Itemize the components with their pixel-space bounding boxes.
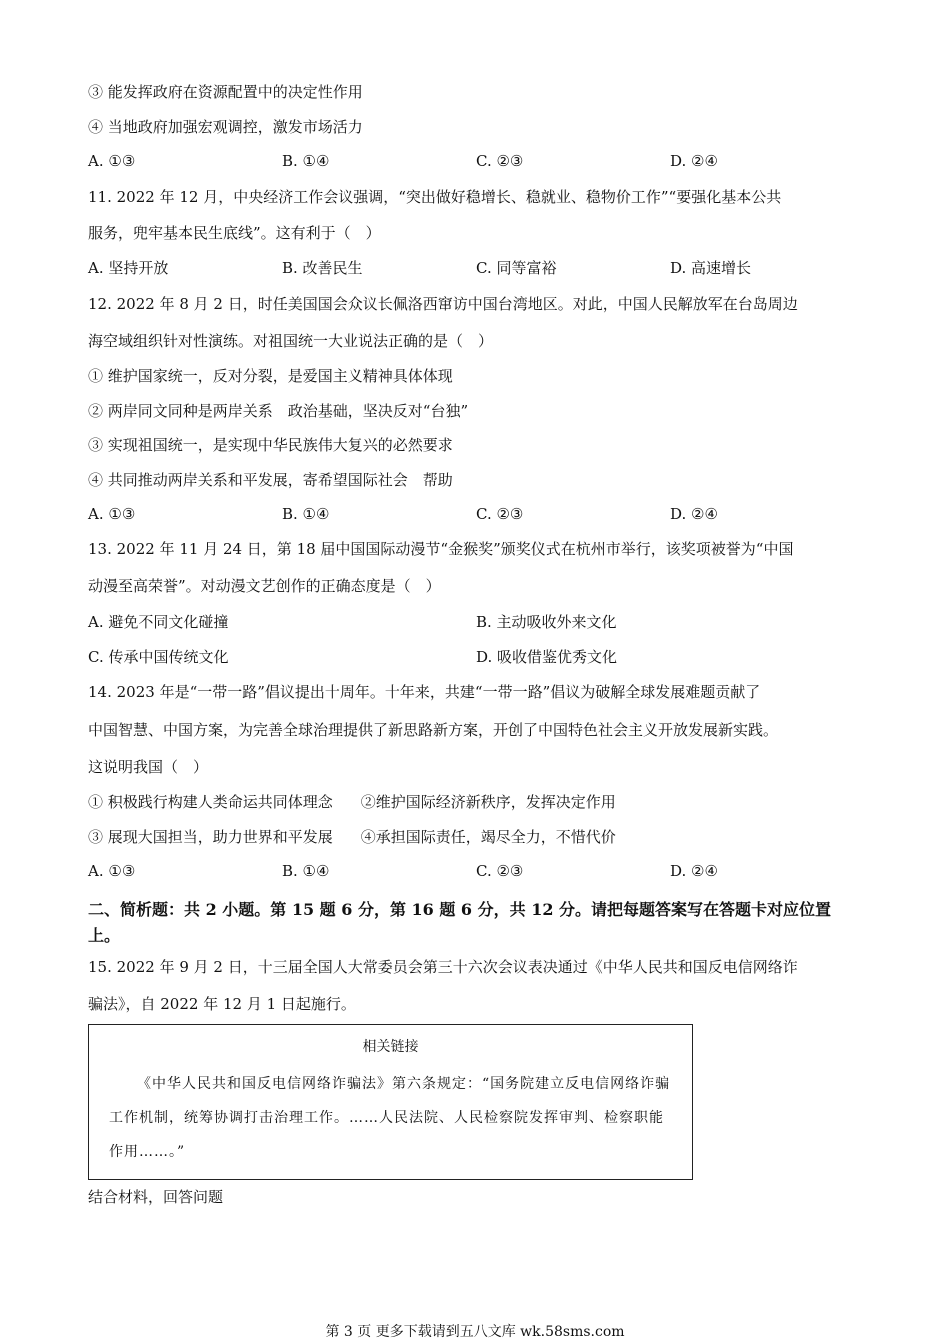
q11-choice-b: B. 改善民生 — [282, 259, 363, 277]
q10-option-4: ④ 当地政府加强宏观调控，激发市场活力 — [88, 118, 363, 136]
q13-choice-a: A. 避免不同文化碰撞 — [88, 613, 229, 631]
q12-choices — [88, 504, 868, 524]
q10-choice-a: A. ①③ — [88, 152, 136, 170]
q12-stem-line-2: 海空域组织针对性演练。对祖国统一大业说法正确的是（ ） — [88, 332, 494, 350]
related-link-box — [88, 1024, 693, 1180]
related-link-title: 相关链接 — [362, 1039, 419, 1055]
q12-choice-d: D. ②④ — [670, 505, 718, 523]
q11-choice-d: D. 高速增长 — [670, 259, 752, 277]
q12-option-3: ③ 实现祖国统一，是实现中华民族伟大复兴的必然要求 — [88, 436, 453, 454]
related-link-body: 《中华人民共和国反电信网络诈骗法》第六条规定：“国务院建立反电信网络诈骗工作机制，统筹协调打击治理工作。……人民法院、人民检察院发挥审判、检察职能作用……。” — [109, 1076, 671, 1160]
q14-stem-line-1: 14. 2023 年是“一带一路”倡议提出十周年。十年来，共建“一带一路”倡议为破解全球发展难题贡献了 — [88, 683, 761, 701]
q13-choice-b: B. 主动吸收外来文化 — [476, 613, 617, 631]
q14-option-1: ① 积极践行构建人类命运共同体理念 — [88, 793, 333, 811]
q13-choices-row-1 — [88, 612, 868, 632]
q11-choice-a: A. 坚持开放 — [88, 259, 169, 277]
q12-stem-line-1: 12. 2022 年 8 月 2 日，时任美国国会众议长佩洛西窜访中国台湾地区。对此，中国人民解放军在台岛周边 — [88, 295, 798, 313]
q14-option-4: ④承担国际责任，竭尽全力，不惜代价 — [360, 828, 616, 846]
q12-option-1: ① 维护国家统一，反对分裂，是爱国主义精神具体体现 — [88, 367, 453, 385]
q13-choices-row-2 — [88, 647, 868, 667]
q14-choice-d: D. ②④ — [670, 862, 718, 880]
q12-choice-c: C. ②③ — [476, 505, 524, 523]
section-2-heading: 二、简析题：共 2 小题。第 15 题 6 分，第 16 题 6 分，共 12 分。请把每题答案写在答题卡对应位置上。 — [88, 900, 832, 945]
q15-stem-line-1: 15. 2022 年 9 月 2 日，十三届全国人大常委员会第三十六次会议表决通过《中华人民共和国反电信网络诈 — [88, 958, 798, 976]
q13-choice-c: C. 传承中国传统文化 — [88, 648, 229, 666]
q11-choice-c: C. 同等富裕 — [476, 259, 557, 277]
q12-option-2: ② 两岸同文同种是两岸关系 政治基础，坚决反对“台独” — [88, 402, 469, 420]
q10-choices — [88, 151, 868, 171]
q14-option-3: ③ 展现大国担当，助力世界和平发展 — [88, 828, 333, 846]
q14-options-row-1 — [88, 792, 616, 812]
q10-choice-b: B. ①④ — [282, 152, 330, 170]
page-footer: 第 3 页 更多下载请到五八文库 wk.58sms.com — [325, 1324, 625, 1340]
q15-prompt: 结合材料，回答问题 — [88, 1188, 224, 1206]
q10-option-3: ③ 能发挥政府在资源配置中的决定性作用 — [88, 83, 363, 101]
q10-choice-d: D. ②④ — [670, 152, 718, 170]
q14-choice-a: A. ①③ — [88, 862, 136, 880]
q14-choices — [88, 861, 868, 881]
q15-stem-line-2: 骗法》，自 2022 年 12 月 1 日起施行。 — [88, 995, 356, 1013]
q11-stem-line-1: 11. 2022 年 12 月，中央经济工作会议强调，“突出做好稳增长、稳就业、稳物价工作”“要强化基本公共 — [88, 188, 782, 206]
q10-choice-c: C. ②③ — [476, 152, 524, 170]
q13-stem-line-1: 13. 2022 年 11 月 24 日，第 18 届中国国际动漫节“金猴奖”颁奖仪式在杭州市举行，该奖项被誉为“中国 — [88, 540, 794, 558]
q14-option-2: ②维护国际经济新秩序，发挥决定作用 — [360, 793, 616, 811]
q14-stem-line-2: 中国智慧、中国方案，为完善全球治理提供了新思路新方案，开创了中国特色社会主义开放发展新实践。 — [88, 721, 779, 739]
q12-option-4: ④ 共同推动两岸关系和平发展，寄希望国际社会 帮助 — [88, 471, 453, 489]
q11-stem-line-2: 服务，兜牢基本民生底线”。这有利于（ ） — [88, 224, 381, 242]
q12-choice-a: A. ①③ — [88, 505, 136, 523]
q14-stem-line-3: 这说明我国（ ） — [88, 758, 209, 776]
q14-choice-b: B. ①④ — [282, 862, 330, 880]
q14-options-row-2 — [88, 827, 616, 847]
q12-choice-b: B. ①④ — [282, 505, 330, 523]
q13-stem-line-2: 动漫至高荣誉”。对动漫文艺创作的正确态度是（ ） — [88, 577, 441, 595]
q14-choice-c: C. ②③ — [476, 862, 524, 880]
q13-choice-d: D. 吸收借鉴优秀文化 — [476, 648, 618, 666]
q11-choices — [88, 258, 868, 278]
